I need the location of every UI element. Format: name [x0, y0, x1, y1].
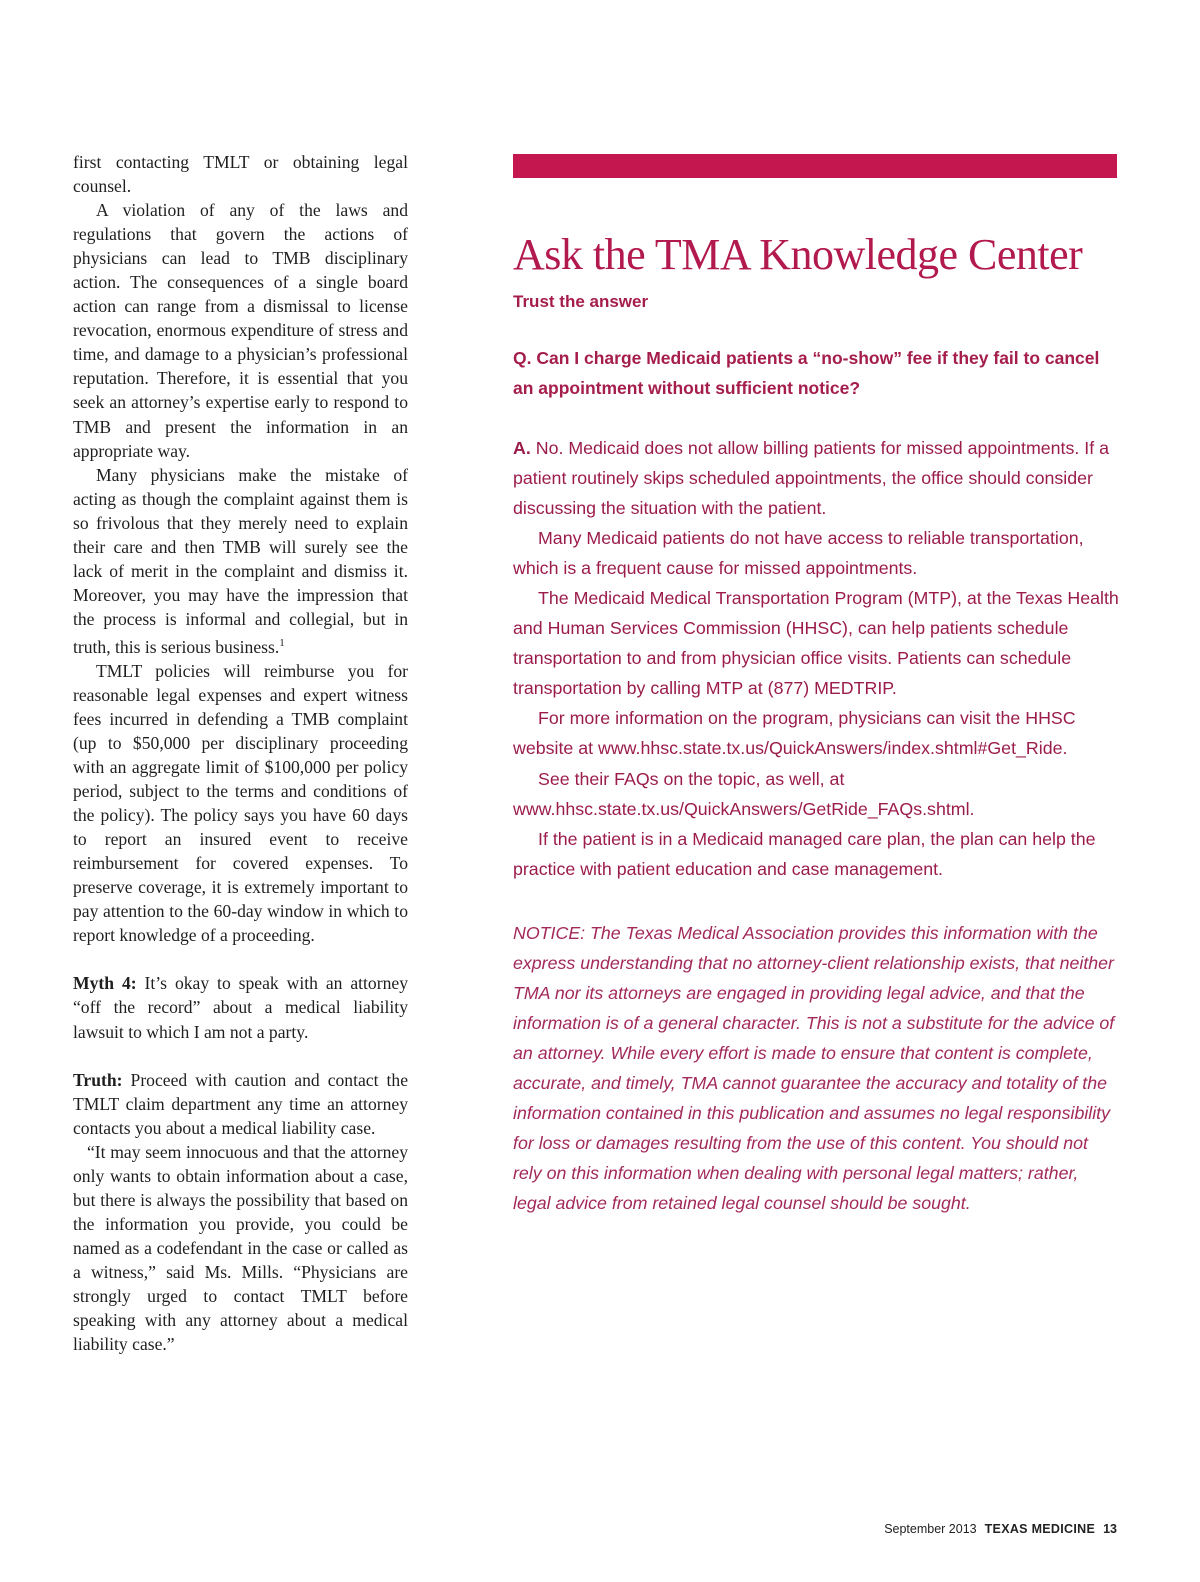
myth-paragraph	[73, 971, 408, 1043]
answer-label: A.	[513, 438, 531, 458]
legal-notice: NOTICE: The Texas Medical Association provides this information with the express understanding that no attorney-client relationship exists, that neither TMA nor its attorneys are engaged in providing legal advice, and that the information is of a general character. This is not a substitute for the advice of an attorney. While every effort is made to ensure that content is complete, accurate, and timely, TMA cannot guarantee the accuracy and totality of the information contained in this publication and assumes no legal responsibility for loss or damages resulting from the use of this content. You should not rely on this information when dealing with personal legal matters; rather, legal advice from retained legal counsel should be sought.	[513, 922, 1115, 1214]
answer-block	[513, 433, 1119, 884]
article-paragraph: first contacting TMLT or obtaining legal counsel.	[73, 152, 408, 197]
knowledge-center-sidebar	[513, 226, 1119, 1236]
article-paragraph: TMLT policies will reimburse you for reasonable legal expenses and expert witness fees incurred in defending a TMB complaint (up to $50,000 per disciplinary proceeding with an aggregate limit of $100,000 per policy period, subject to the terms and conditions of the policy). The policy says you have 60 days to report an insured event to receive reimbursement for covered expenses. To preserve coverage, it is extremely important to pay attention to the 60-day window in which to report knowledge of a proceeding.	[73, 660, 408, 946]
answer-text: No. Medicaid does not allow billing patients for missed appointments. If a patient routinely skips scheduled appointments, the office should consider discussing the situation with the patient.	[513, 438, 1109, 519]
answer-paragraph: For more information on the program, physicians can visit the HHSC website at www.hhsc.state.tx.us/QuickAnswers/index.shtml#Get_Ride.	[513, 708, 1076, 759]
magazine-name: TEXAS MEDICINE	[984, 1522, 1096, 1536]
truth-paragraph	[73, 1068, 408, 1140]
article-column	[73, 150, 408, 1356]
truth-label: Truth:	[73, 1069, 123, 1090]
sidebar-accent-bar	[513, 154, 1117, 178]
answer-paragraph: See their FAQs on the topic, as well, at www.hhsc.state.tx.us/QuickAnswers/GetRide_FAQs.shtml.	[513, 768, 975, 819]
answer-paragraph: Many Medicaid patients do not have access to reliable transportation, which is a frequent cause for missed appointments.	[513, 528, 1084, 579]
footnote-marker: 1	[279, 636, 285, 649]
truth-text: Proceed with caution and contact the TMLT claim department any time an attorney contacts you about a medical liability case.	[73, 1069, 408, 1138]
sidebar-subtitle: Trust the answer	[513, 292, 649, 311]
sidebar-title: Ask the TMA Knowledge Center	[513, 230, 1083, 279]
article-paragraph: “It may seem innocuous and that the attorney only wants to obtain information about a case, but there is always the possibility that based on the information you provide, you could be named as a codefendant in the case or called as a witness,” said Ms. Mills. “Physicians are strongly urged to contact TMLT before speaking with any attorney about a medical liability case.”	[73, 1141, 408, 1355]
myth-label: Myth 4:	[73, 973, 137, 994]
page-footer	[884, 1522, 1117, 1536]
page-number: 13	[1103, 1522, 1117, 1536]
article-paragraph	[73, 463, 408, 659]
question-text: Q. Can I charge Medicaid patients a “no-show” fee if they fail to cancel an appointment without sufficient notice?	[513, 348, 1100, 398]
answer-paragraph: If the patient is in a Medicaid managed care plan, the plan can help the practice with patient education and case management.	[513, 828, 1096, 879]
answer-paragraph	[513, 433, 1119, 523]
issue-date: September 2013	[884, 1522, 977, 1536]
paragraph-text: Many physicians make the mistake of acting as though the complaint against them is so frivolous that they merely need to explain their care and then TMB will surely see the lack of merit in the complaint and dismiss it. Moreover, you may have the impression that the process is informal and collegial, but in truth, this is serious business.	[73, 464, 408, 657]
article-paragraph: A violation of any of the laws and regulations that govern the actions of physicians can lead to TMB disciplinary action. The consequences of a single board action can range from a dismissal to license revocation, enormous expenditure of stress and time, and damage to a physician’s professional reputation. Therefore, it is essential that you seek an attorney’s expertise early to respond to TMB and present the information in an appropriate way.	[73, 200, 408, 461]
myth-text: It’s okay to speak with an attorney “off the record” about a medical liability lawsuit to which I am not a party.	[73, 973, 408, 1042]
answer-paragraph: The Medicaid Medical Transportation Program (MTP), at the Texas Health and Human Services Commission (HHSC), can help patients schedule transportation to and from physician office visits. Patients can schedule transportation by calling MTP at (877) MEDTRIP.	[513, 588, 1119, 699]
